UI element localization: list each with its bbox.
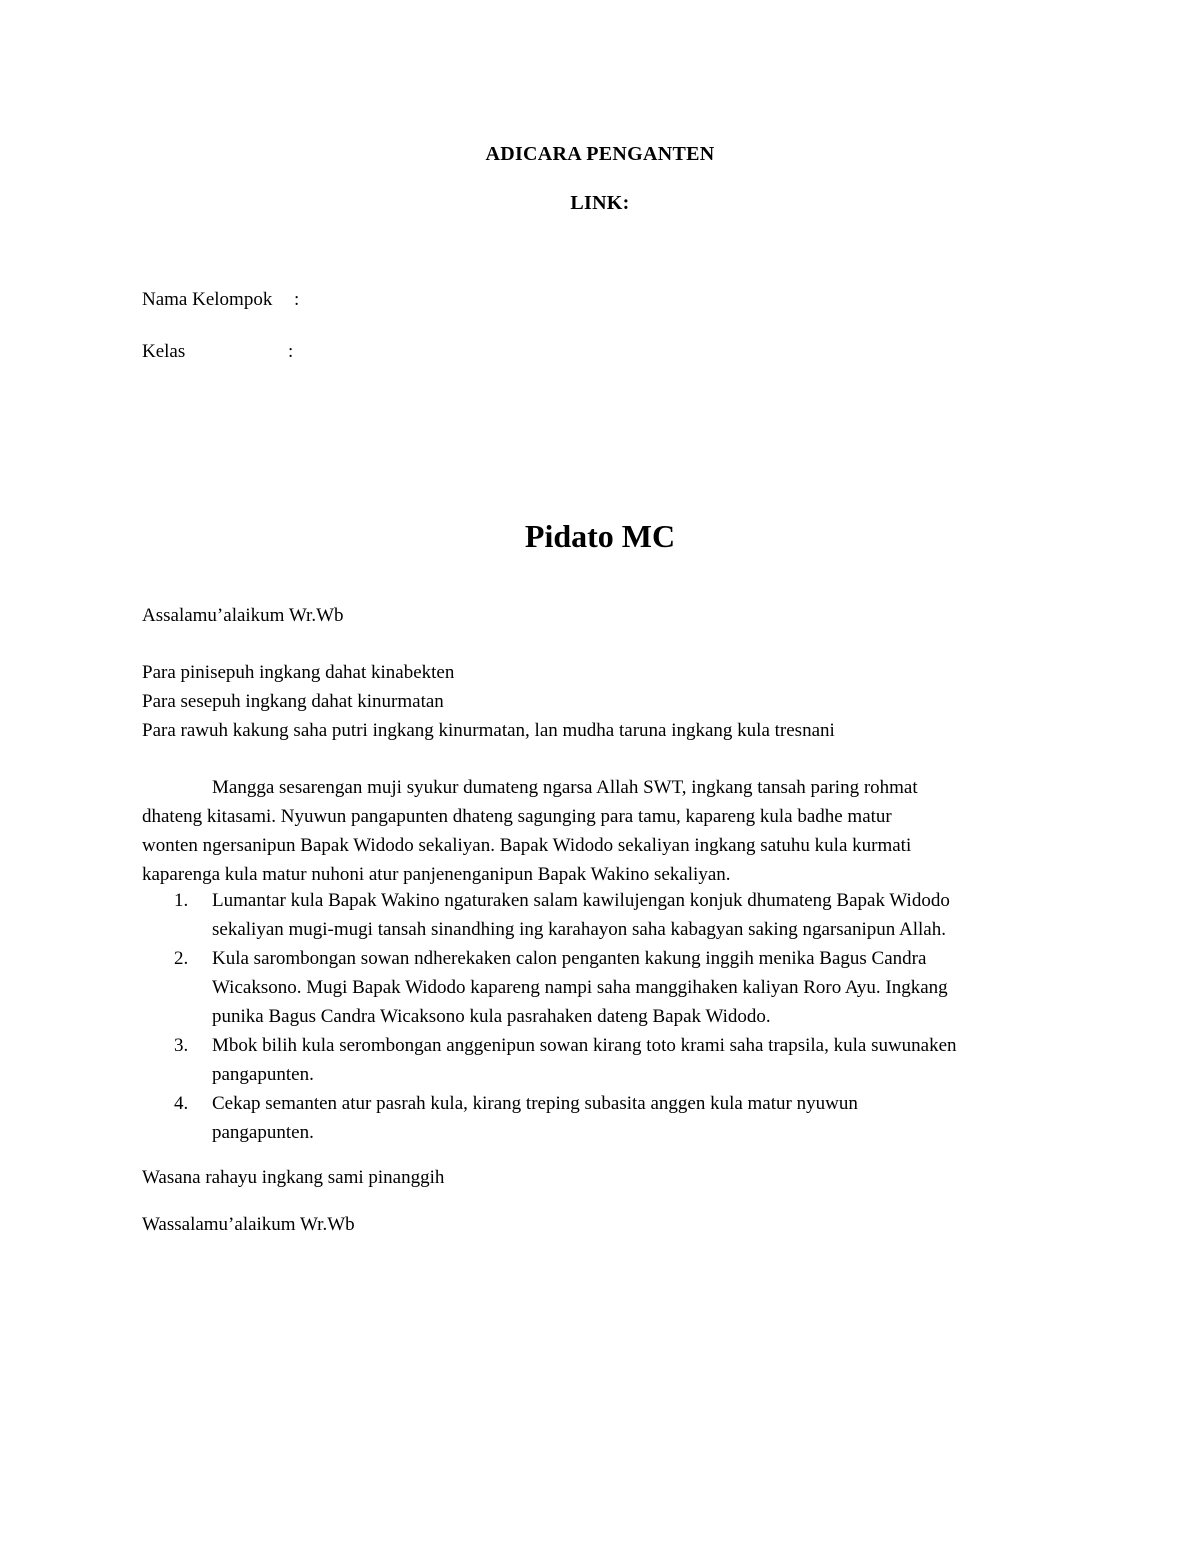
speech-title: Pidato MC [524,518,676,554]
list-item-number: 2. [174,948,189,969]
list-item-line: sekaliyan mugi-mugi tansah sinandhing ing karahayon saha kabagyan saking ngarsanipun Allah. [212,919,946,940]
salutation-line: Para pinisepuh ingkang dahat kinabekten [142,662,455,683]
paragraph-line: dhateng kitasami. Nyuwun pangapunten dhateng sagunging para tamu, kapareng kula badhe matur [142,806,892,827]
list-item [142,1089,1072,1147]
closing-line: Wasana rahayu ingkang sami pinanggih [142,1167,445,1188]
class-field [142,337,542,366]
group-name-label: Nama Kelompok [142,289,273,310]
list-item-line: punika Bagus Candra Wicaksono kula pasrahaken dateng Bapak Widodo. [212,1006,771,1027]
list-item [142,1031,1072,1089]
salutation-line: Para rawuh kakung saha putri ingkang kinurmatan, lan mudha taruna ingkang kula tresnani [142,720,835,741]
list-item-line: Cekap semanten atur pasrah kula, kirang treping subasita anggen kula matur nyuwun [212,1093,858,1114]
class-colon: : [288,341,294,362]
list-item [142,944,1072,1031]
salutation-line: Para sesepuh ingkang dahat kinurmatan [142,691,444,712]
paragraph-line: Mangga sesarengan muji syukur dumateng ngarsa Allah SWT, ingkang tansah paring rohmat [212,777,918,798]
class-label: Kelas [142,341,186,362]
group-name-field [142,285,542,314]
link-label: LINK: [570,192,630,214]
list-item-number: 4. [174,1093,189,1114]
paragraph-line: kaparenga kula matur nuhoni atur panjenenganipun Bapak Wakino sekaliyan. [142,864,731,885]
list-item-line: Lumantar kula Bapak Wakino ngaturaken salam kawilujengan konjuk dhumateng Bapak Widodo [212,890,950,911]
document-heading: ADICARA PENGANTEN [485,143,715,165]
list-item-line: Wicaksono. Mugi Bapak Widodo kapareng nampi saha manggihaken kaliyan Roro Ayu. Ingkang [212,977,948,998]
list-item [142,886,1072,944]
farewell-line: Wassalamu’alaikum Wr.Wb [142,1214,355,1235]
list-item-number: 1. [174,890,189,911]
numbered-list [142,886,1072,1147]
greeting: Assalamu’alaikum Wr.Wb [142,605,344,626]
list-item-line: pangapunten. [212,1064,314,1085]
group-name-colon: : [294,289,300,310]
list-item-line: pangapunten. [212,1122,314,1143]
list-item-line: Kula sarombongan sowan ndherekaken calon penganten kakung inggih menika Bagus Candra [212,948,927,969]
list-item-line: Mbok bilih kula serombongan anggenipun sowan kirang toto krami saha trapsila, kula suwunaken [212,1035,957,1056]
list-item-number: 3. [174,1035,189,1056]
paragraph-line: wonten ngersanipun Bapak Widodo sekaliyan. Bapak Widodo sekaliyan ingkang satuhu kula kurmati [142,835,912,856]
